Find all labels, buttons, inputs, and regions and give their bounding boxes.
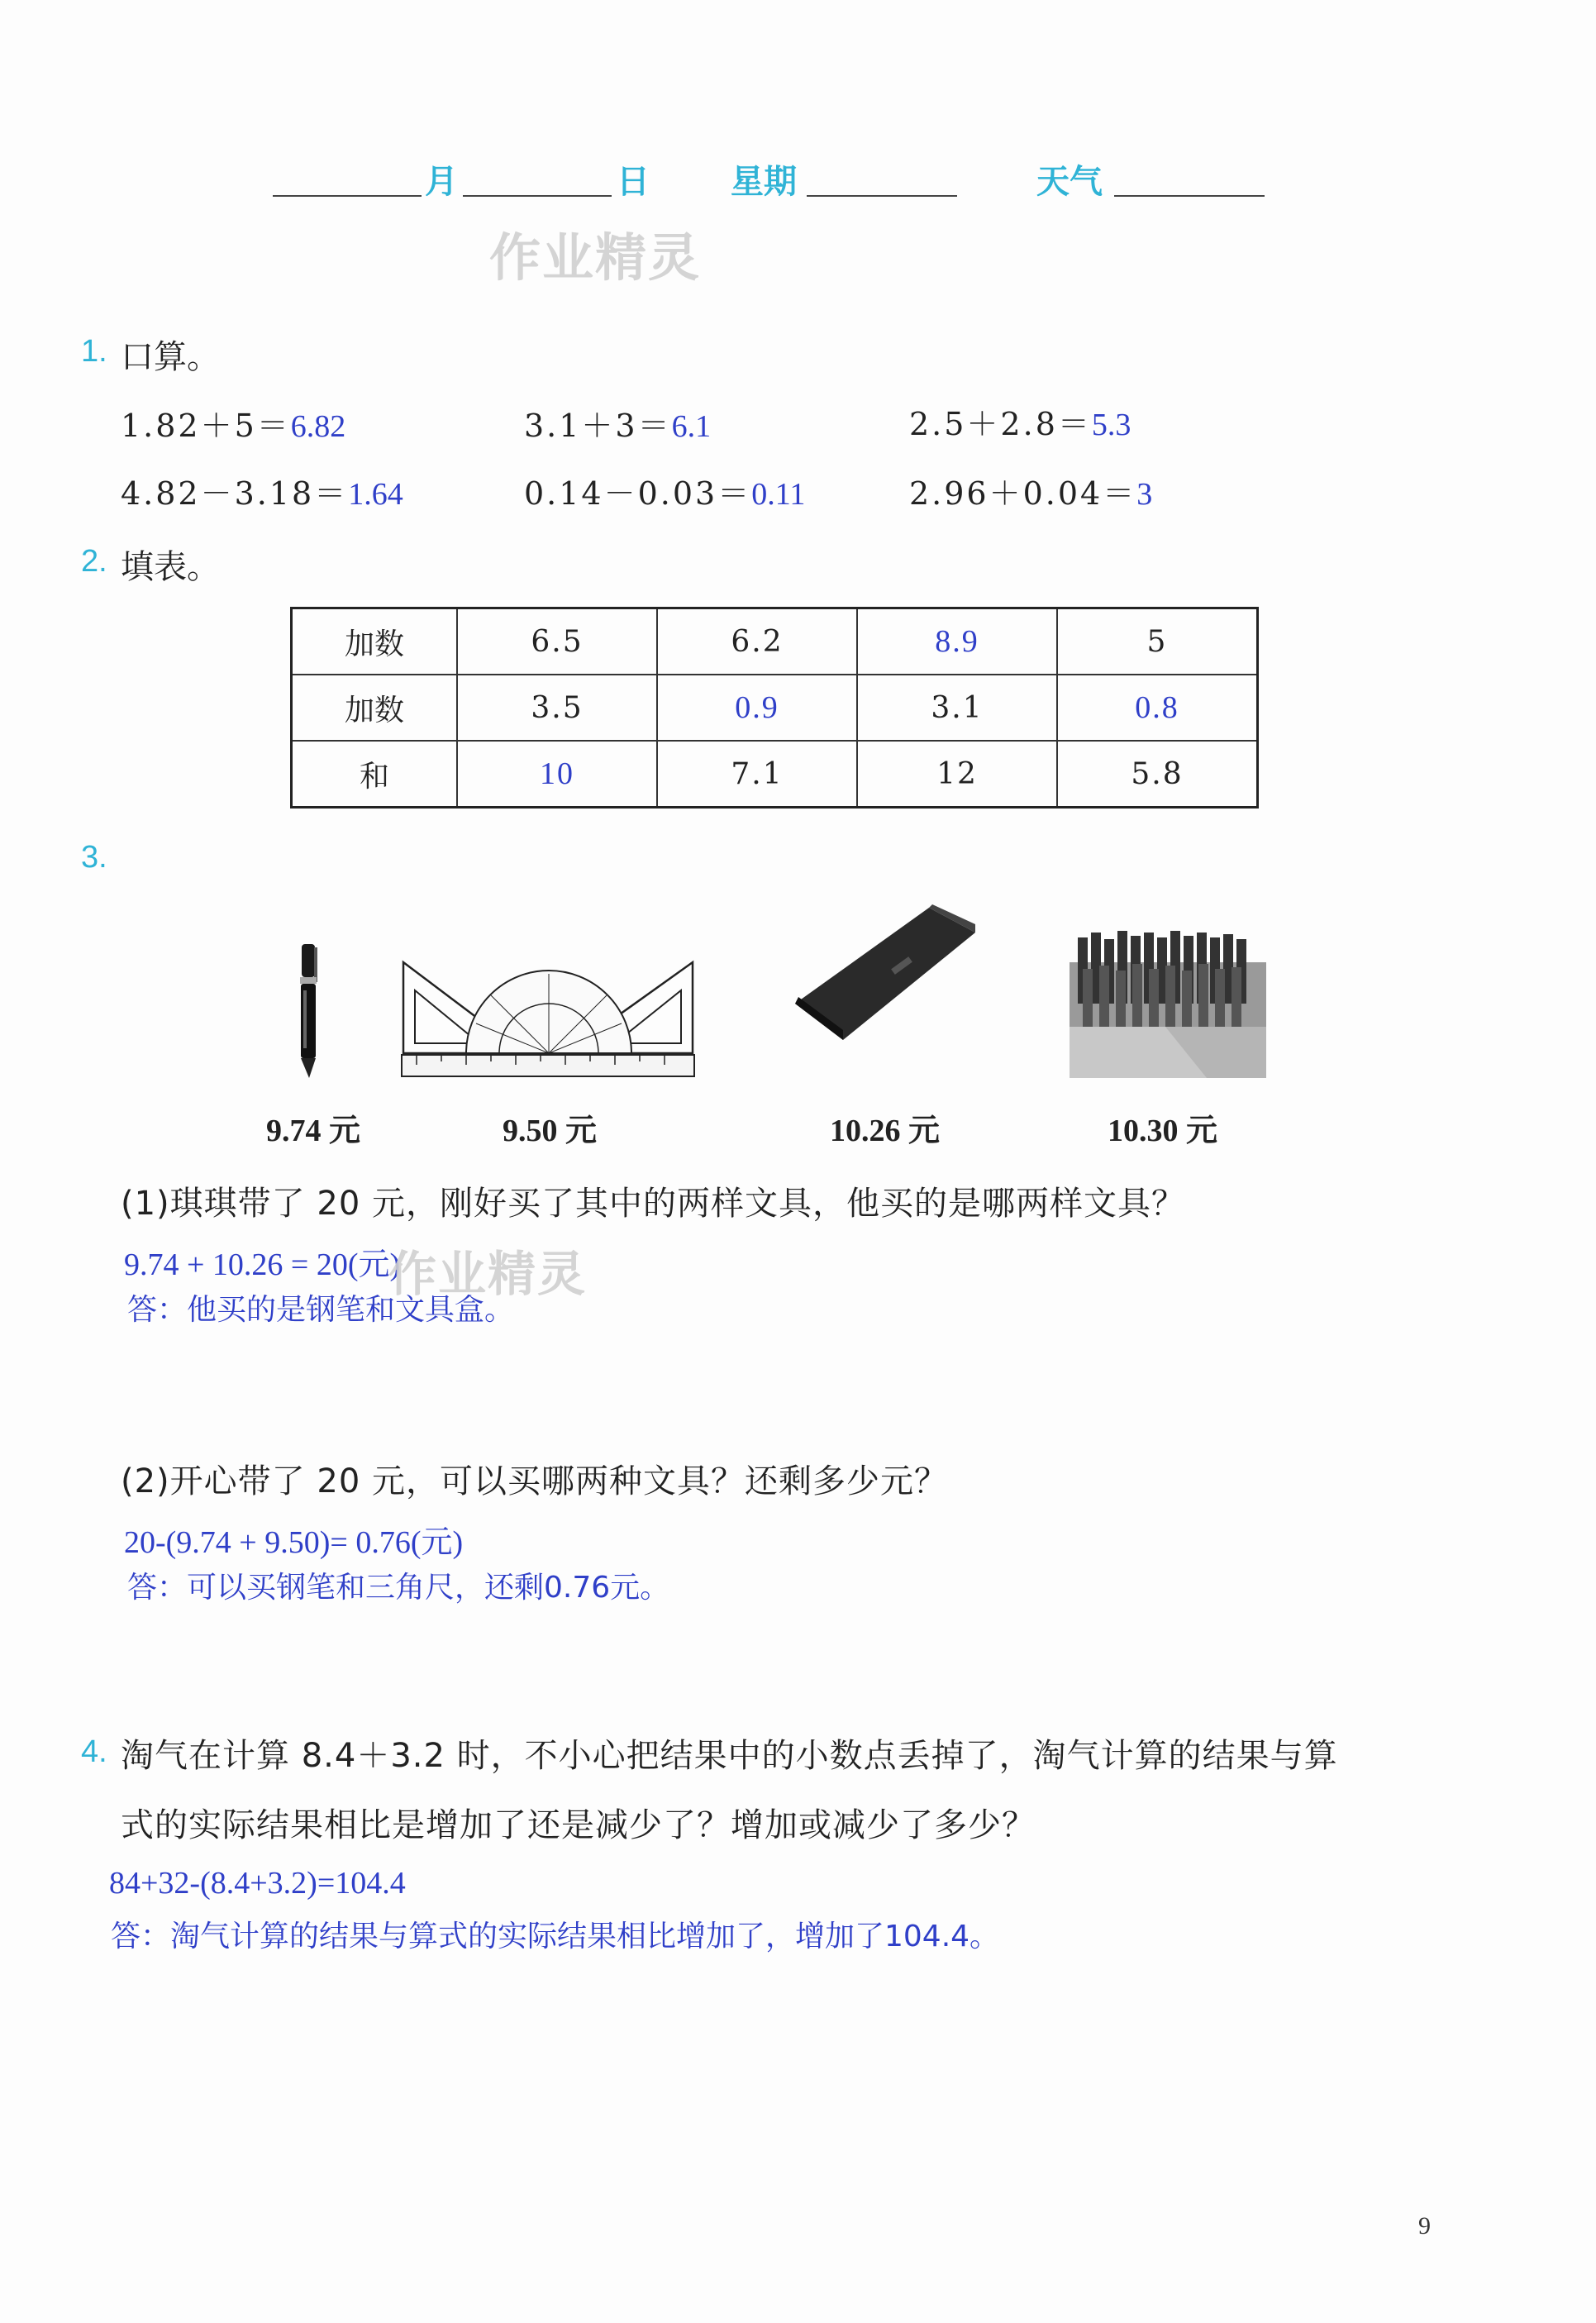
- month-label: 月: [425, 163, 458, 201]
- q4-text-line2: 式的实际结果相比是增加了还是减少了？增加或减少了多少？: [121, 1806, 1036, 1844]
- calc-answer: 6.1: [671, 409, 712, 444]
- table-row: [292, 675, 1258, 741]
- q3-part1-answer: 答：他买的是钢笔和文具盒。: [127, 1293, 515, 1327]
- watermark: 作业精灵: [388, 1246, 588, 1302]
- calc-item: [524, 468, 805, 513]
- pen-image: [293, 941, 326, 1081]
- question-1-number: 1.: [81, 334, 107, 369]
- q3-part2-question: (2)开心带了 20 元，可以买哪两种文具？还剩多少元？: [121, 1462, 948, 1500]
- table-answer-cell: 0.9: [657, 675, 857, 741]
- table-answer-cell: 10: [457, 741, 657, 808]
- calc-item: [121, 468, 403, 513]
- calc-expression: 2.5＋2.8＝: [909, 406, 1092, 442]
- table-cell: 5: [1057, 608, 1258, 675]
- calc-answer: 0.11: [751, 477, 806, 512]
- table-row: [292, 741, 1258, 808]
- row-label: 加数: [292, 675, 458, 741]
- watermark: 作业精灵: [489, 227, 702, 288]
- calc-item: [121, 400, 345, 446]
- pencil-case-image: [792, 904, 979, 1043]
- calc-answer: 1.64: [348, 477, 403, 512]
- ruler-set-image: [400, 957, 698, 1080]
- calc-expression: 2.96＋0.04＝: [909, 475, 1137, 512]
- calc-expression: 0.14－0.03＝: [524, 475, 752, 512]
- table-answer-cell: 8.9: [857, 608, 1057, 675]
- crayons-price: 10.30 元: [1108, 1114, 1218, 1148]
- q3-part2-calc: 20-(9.74 + 9.50)= 0.76(元): [124, 1525, 464, 1560]
- table-cell: 3.5: [457, 675, 657, 741]
- weekday-blank: [807, 195, 957, 197]
- calc-item: [524, 400, 711, 446]
- row-label: 和: [292, 741, 458, 808]
- crayons-image: [1066, 929, 1270, 1080]
- pencil-case-price: 10.26 元: [830, 1114, 941, 1148]
- calc-expression: 4.82－3.18＝: [121, 475, 349, 512]
- calc-item: [909, 398, 1131, 444]
- addition-table: [290, 607, 1259, 809]
- q4-answer: 答：淘气计算的结果与算式的实际结果相比增加了，增加了104.4。: [111, 1920, 1000, 1953]
- weather-label: 天气: [1036, 163, 1103, 201]
- table-cell: 3.1: [857, 675, 1057, 741]
- table-cell: 5.8: [1057, 741, 1258, 808]
- ruler-set-price: 9.50 元: [503, 1114, 598, 1148]
- question-4-number: 4.: [81, 1734, 107, 1769]
- month-blank: [273, 195, 422, 197]
- table-cell: 6.2: [657, 608, 857, 675]
- calc-answer: 3: [1136, 477, 1153, 512]
- page-number: 9: [1418, 2212, 1431, 2240]
- row-label: 加数: [292, 608, 458, 675]
- table-cell: 7.1: [657, 741, 857, 808]
- question-2-title: 填表。: [121, 548, 220, 586]
- table-cell: 6.5: [457, 608, 657, 675]
- pen-price: 9.74 元: [266, 1114, 361, 1148]
- calc-item: [909, 468, 1152, 513]
- q3-part1-calc: 9.74 + 10.26 = 20(元): [124, 1247, 401, 1282]
- table-row: [292, 608, 1258, 675]
- weekday-label: 星期: [731, 163, 797, 201]
- day-blank: [463, 195, 612, 197]
- question-2-number: 2.: [81, 544, 107, 579]
- date-header: [0, 149, 1596, 207]
- calc-answer: 5.3: [1091, 408, 1131, 442]
- question-1-title: 口算。: [121, 338, 220, 376]
- q3-part1-question: (1)琪琪带了 20 元，刚好买了其中的两样文具，他买的是哪两样文具？: [121, 1185, 1185, 1223]
- day-label: 日: [617, 163, 650, 201]
- q4-calc: 84+32-(8.4+3.2)=104.4: [109, 1866, 406, 1901]
- q4-text-line1: 淘气在计算 8.4＋3.2 时，不小心把结果中的小数点丢掉了，淘气计算的结果与算: [121, 1737, 1338, 1775]
- calc-expression: 1.82＋5＝: [121, 408, 291, 444]
- question-3-number: 3.: [81, 840, 107, 875]
- q3-part2-answer: 答：可以买钢笔和三角尺，还剩0.76元。: [127, 1571, 670, 1605]
- table-cell: 12: [857, 741, 1057, 808]
- weather-blank: [1114, 195, 1265, 197]
- table-answer-cell: 0.8: [1057, 675, 1258, 741]
- calc-expression: 3.1＋3＝: [524, 408, 672, 444]
- calc-answer: 6.82: [290, 409, 346, 444]
